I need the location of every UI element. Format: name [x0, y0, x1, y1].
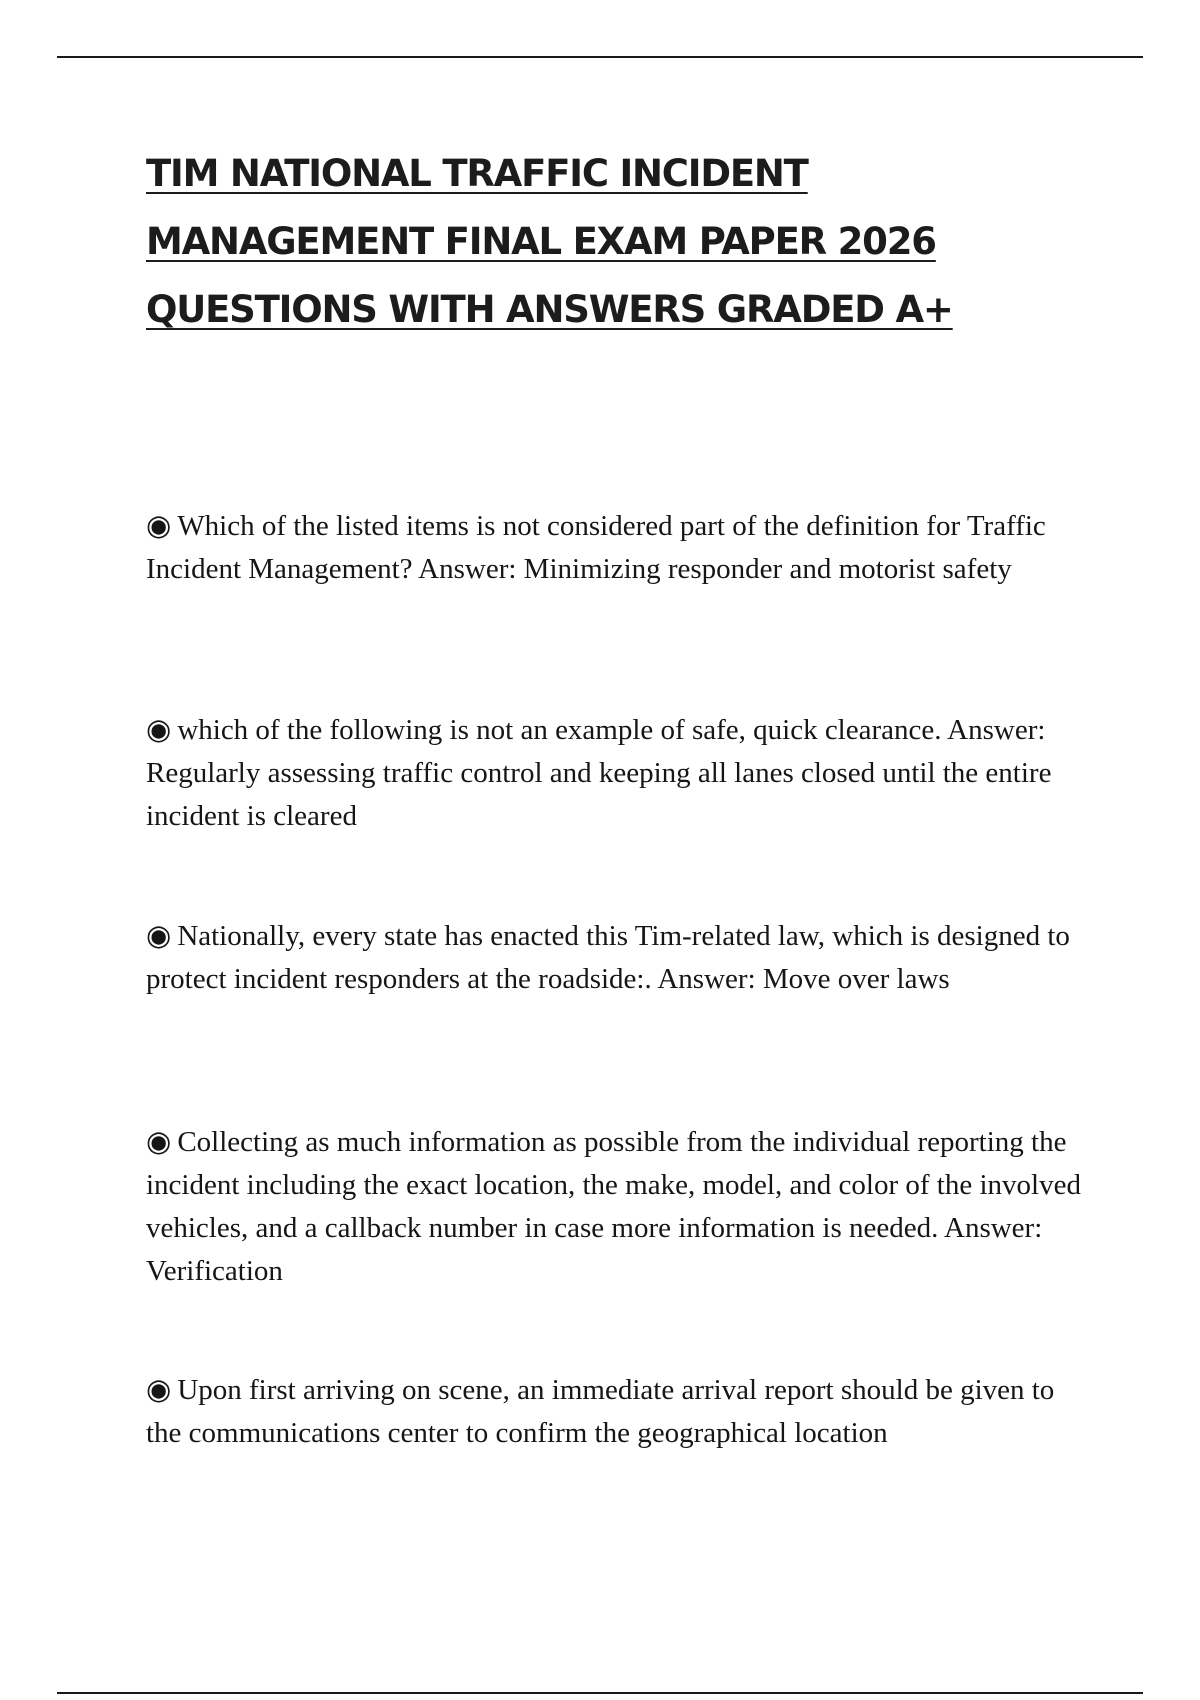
- title-line-1: TIM NATIONAL TRAFFIC INCIDENT: [146, 152, 808, 195]
- top-rule: [57, 56, 1143, 58]
- question-item-5: [146, 1369, 1096, 1455]
- bullet-icon: ◉: [146, 714, 172, 746]
- question-text: Nationally, every state has enacted this Tim-related law, which is designed to protect incident responders at the roadside:. Answer: Move over laws: [146, 920, 1070, 995]
- bullet-icon: ◉: [146, 1126, 172, 1158]
- title-line-3: QUESTIONS WITH ANSWERS GRADED A+: [146, 288, 953, 331]
- question-text: which of the following is not an example of safe, quick clearance. Answer: Regularly assessing traffic control and keeping all lanes closed until the entire incident is cleared: [146, 714, 1052, 832]
- document-title: [146, 140, 1106, 344]
- question-item-1: [146, 505, 1096, 591]
- question-item-3: [146, 915, 1096, 1001]
- bullet-icon: ◉: [146, 510, 172, 542]
- bottom-rule: [57, 1692, 1143, 1694]
- bullet-icon: ◉: [146, 920, 172, 952]
- bullet-icon: ◉: [146, 1374, 172, 1406]
- question-item-2: [146, 709, 1096, 838]
- question-text: Which of the listed items is not considered part of the definition for Traffic Incident Management? Answer: Minimizing responder and motorist safety: [146, 510, 1046, 585]
- question-text: Collecting as much information as possible from the individual reporting the incident including the exact location, the make, model, and color of the involved vehicles, and a callback number in case more information is needed. Answer: Verification: [146, 1126, 1081, 1287]
- question-item-4: [146, 1121, 1096, 1293]
- question-text: Upon first arriving on scene, an immediate arrival report should be given to the communications center to confirm the geographical location: [146, 1374, 1055, 1449]
- title-line-2: MANAGEMENT FINAL EXAM PAPER 2026: [146, 220, 936, 263]
